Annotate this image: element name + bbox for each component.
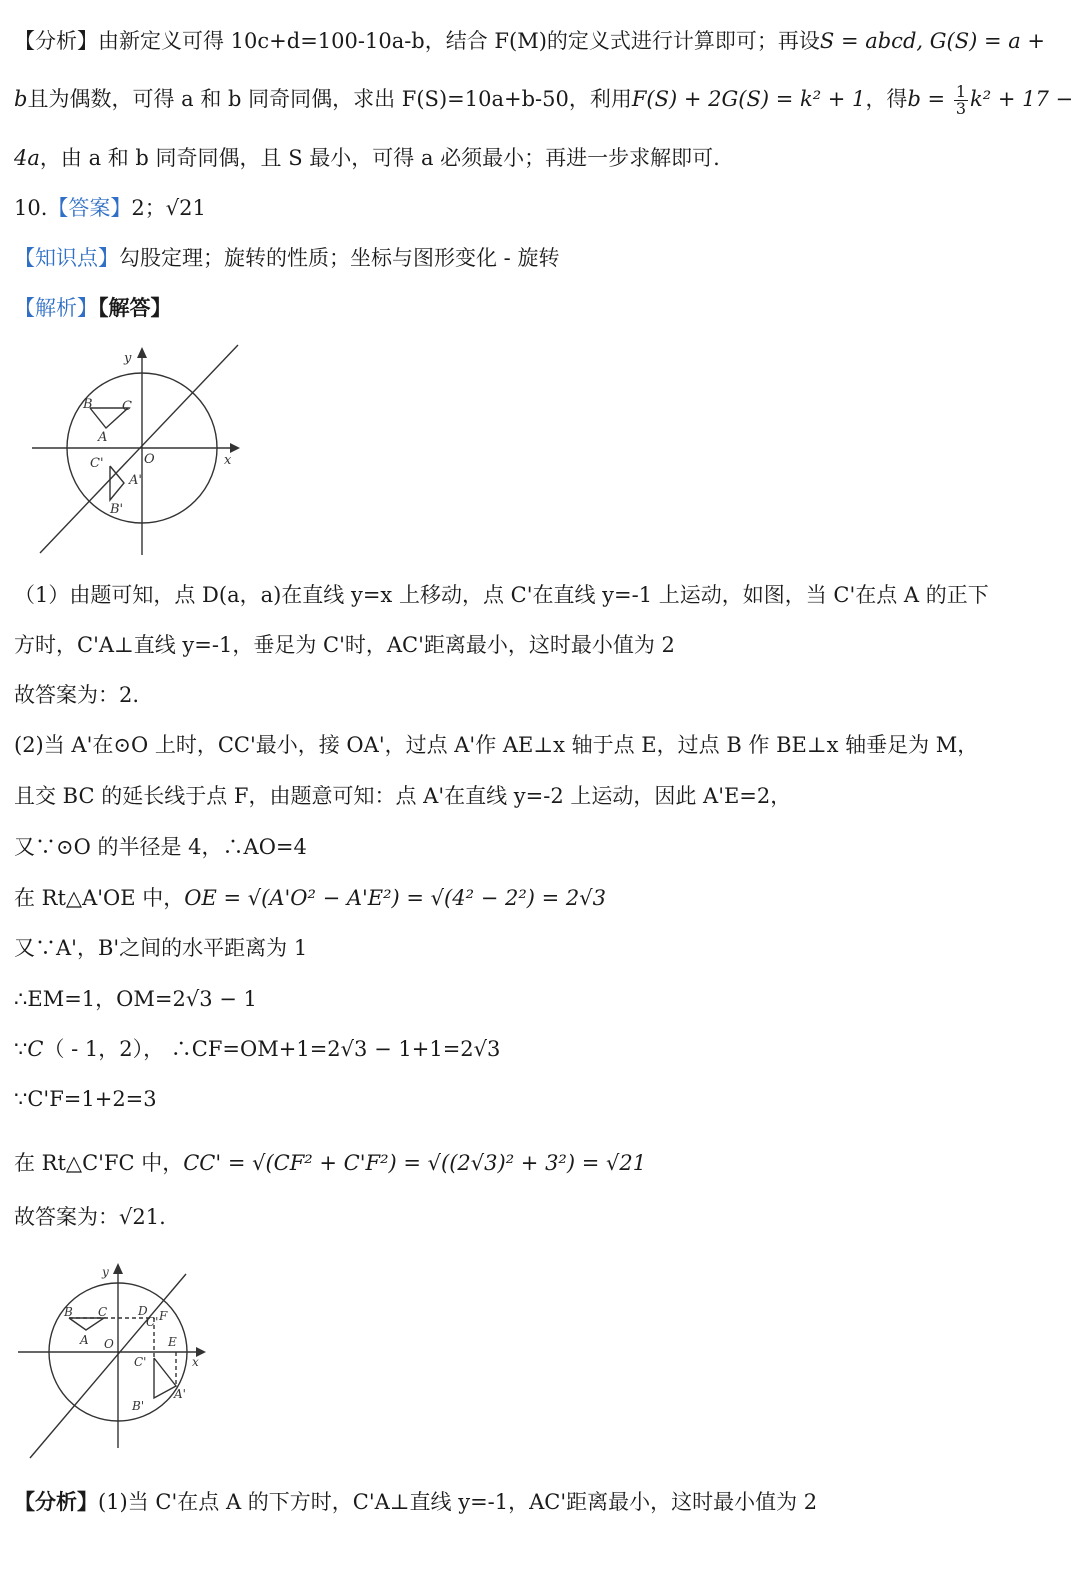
- answer-value-2: √21: [165, 196, 206, 220]
- analysis-math-1: S = abcd, G(S) = a +: [819, 29, 1046, 53]
- answer-line: [14, 193, 206, 223]
- line-y-equals-x: [40, 345, 238, 553]
- analysis-tag: 【分析】: [14, 29, 98, 53]
- analysis-line-2: [14, 84, 1073, 117]
- solution-header: [14, 293, 172, 323]
- fig1-label-b-prime: B': [110, 502, 124, 517]
- analysis-2-line: [14, 1487, 817, 1517]
- fig1-label-y: y: [124, 351, 132, 366]
- part2-line-3: 又∵⊙O 的半径是 4，∴AO=4: [14, 835, 307, 859]
- knowledge-line: [14, 243, 559, 273]
- solution-tag: 【解析】: [14, 296, 98, 320]
- part2-line-9: [14, 1148, 646, 1178]
- fig2-label-f: F: [159, 1309, 168, 1323]
- analysis-2-text: (1)当 C'在点 A 的下方时，C'A⊥直线 y=-1，AC'距离最小，这时最小值为 2: [98, 1490, 818, 1514]
- analysis-text-2b: ，得: [865, 87, 908, 111]
- analysis-text-3: ，由 a 和 b 同奇同偶，且 S 最小，可得 a 必须最小；再进一步求解即可.: [39, 146, 720, 170]
- triangle-prime-2: [154, 1358, 176, 1398]
- analysis-line-1: [14, 26, 1045, 56]
- figure-2-diagram: [14, 1258, 214, 1463]
- part2-line-7-text-2: +1=2: [411, 1037, 474, 1061]
- analysis-line-3: [14, 143, 720, 173]
- fig2-label-b: B: [64, 1305, 73, 1319]
- fig2-label-y: y: [102, 1265, 109, 1279]
- line-y-equals-x-2: [30, 1274, 186, 1458]
- fraction-denominator: 3: [955, 99, 967, 118]
- part2-line-6-math: √3 − 1: [185, 987, 257, 1011]
- analysis-2-tag: 【分析】: [14, 1489, 98, 1514]
- analysis-math-3: 4a: [14, 146, 40, 170]
- fig1-label-a: A: [98, 430, 108, 445]
- fig2-label-b-prime: B': [132, 1399, 145, 1413]
- fig2-label-c: C: [98, 1305, 108, 1319]
- part2-line-9-text: 在 Rt△C'FC 中，: [14, 1151, 184, 1175]
- fig1-label-c: C: [122, 399, 132, 414]
- y-axis-arrow: [137, 347, 147, 358]
- part2-line-7-math-2: √3: [473, 1037, 501, 1061]
- part1-line-2: 方时，C'A⊥直线 y=-1，垂足为 C'时，AC'距离最小，这时最小值为 2: [14, 633, 675, 657]
- knowledge-tag: 【知识点】: [14, 246, 119, 270]
- fraction-numerator: 1: [955, 82, 967, 101]
- answer-detail-tag: 【解答】: [98, 295, 172, 320]
- fig1-label-a-prime: A': [129, 473, 142, 488]
- part2-line-4-text: 在 Rt△A'OE 中，: [14, 886, 185, 910]
- fig1-label-o: O: [144, 452, 155, 467]
- part2-line-7-text: （ - 1，2）， ∴CF=OM+1=2: [43, 1037, 341, 1061]
- question-number: 10.: [14, 196, 48, 220]
- knowledge-text: 勾股定理；旋转的性质；坐标与图形变化 - 旋转: [119, 246, 560, 270]
- triangle-abc-2: [69, 1318, 104, 1330]
- x-axis-arrow: [230, 443, 240, 453]
- fraction-one-third: [954, 84, 968, 117]
- analysis-text-2a: 且为偶数，可得 a 和 b 同奇同偶，求出 F(S)=10a+b-50，利用: [27, 87, 632, 111]
- part2-line-2: 且交 BC 的延长线于点 F，由题意可知：点 A'在直线 y=-2 上运动，因此 A'E=2，: [14, 784, 792, 808]
- analysis-math-2a: b: [14, 87, 28, 111]
- answer-tag: 【答案】: [47, 196, 132, 220]
- part2-line-6: [14, 984, 257, 1014]
- fig2-label-x: x: [192, 1355, 199, 1369]
- part2-line-9-math: CC' = √(CF² + C'F²) = √((2√3)² + 3²) = √21: [183, 1151, 647, 1175]
- part2-line-5: 又∵A'，B'之间的水平距离为 1: [14, 936, 308, 960]
- analysis-math-2b: F(S) + 2G(S) = k² + 1: [631, 87, 866, 111]
- part2-line-4-math: OE = √(A'O² − A'E²) = √(4² − 2²) = 2√3: [184, 886, 606, 910]
- fig2-label-c-prime: C': [134, 1355, 147, 1369]
- part2-line-6-text: ∴EM=1，OM=2: [14, 987, 186, 1011]
- analysis-math-2c: b =: [907, 87, 946, 111]
- y-axis-arrow-2: [113, 1263, 123, 1274]
- fig1-label-x: x: [224, 453, 232, 468]
- fig2-label-a: A: [80, 1333, 89, 1347]
- analysis-text-1: 由新定义可得 10c+d=100-10a-b，结合 F(M)的定义式进行计算即可；再设: [98, 29, 820, 53]
- fig2-label-c-prime-top: C': [146, 1315, 159, 1329]
- analysis-math-2d: k² + 17 −: [970, 87, 1074, 111]
- fig1-label-c-prime: C': [90, 456, 104, 471]
- fig1-label-b: B: [83, 397, 93, 412]
- fig2-label-o: O: [104, 1337, 114, 1351]
- part2-line-1: (2)当 A'在⊙O 上时，CC'最小，接 OA'，过点 A'作 AE⊥x 轴于点 E，过点 B 作 BE⊥x 轴垂足为 M，: [14, 733, 979, 757]
- fig2-label-a-prime: A': [174, 1387, 186, 1401]
- part2-line-10: 故答案为：√21.: [14, 1205, 166, 1229]
- part1-line-1: （1）由题可知，点 D(a，a)在直线 y=x 上移动，点 C'在直线 y=-1 上运动，如图，当 C'在点 A 的正下: [14, 583, 989, 607]
- figure-1-diagram: [28, 340, 248, 560]
- part2-line-7-because: ∵: [14, 1037, 28, 1061]
- part2-line-8: ∵C'F=1+2=3: [14, 1087, 157, 1111]
- part1-line-3: 故答案为：2.: [14, 683, 140, 707]
- part2-line-7-c: C: [27, 1037, 44, 1061]
- fig2-label-e: E: [168, 1335, 177, 1349]
- fig2-label-d: D: [138, 1304, 148, 1318]
- answer-value-1: 2；: [131, 196, 166, 220]
- part2-line-7-math-1: √3 − 1: [340, 1037, 412, 1061]
- part2-line-4: [14, 883, 606, 913]
- part2-line-7: [14, 1034, 500, 1064]
